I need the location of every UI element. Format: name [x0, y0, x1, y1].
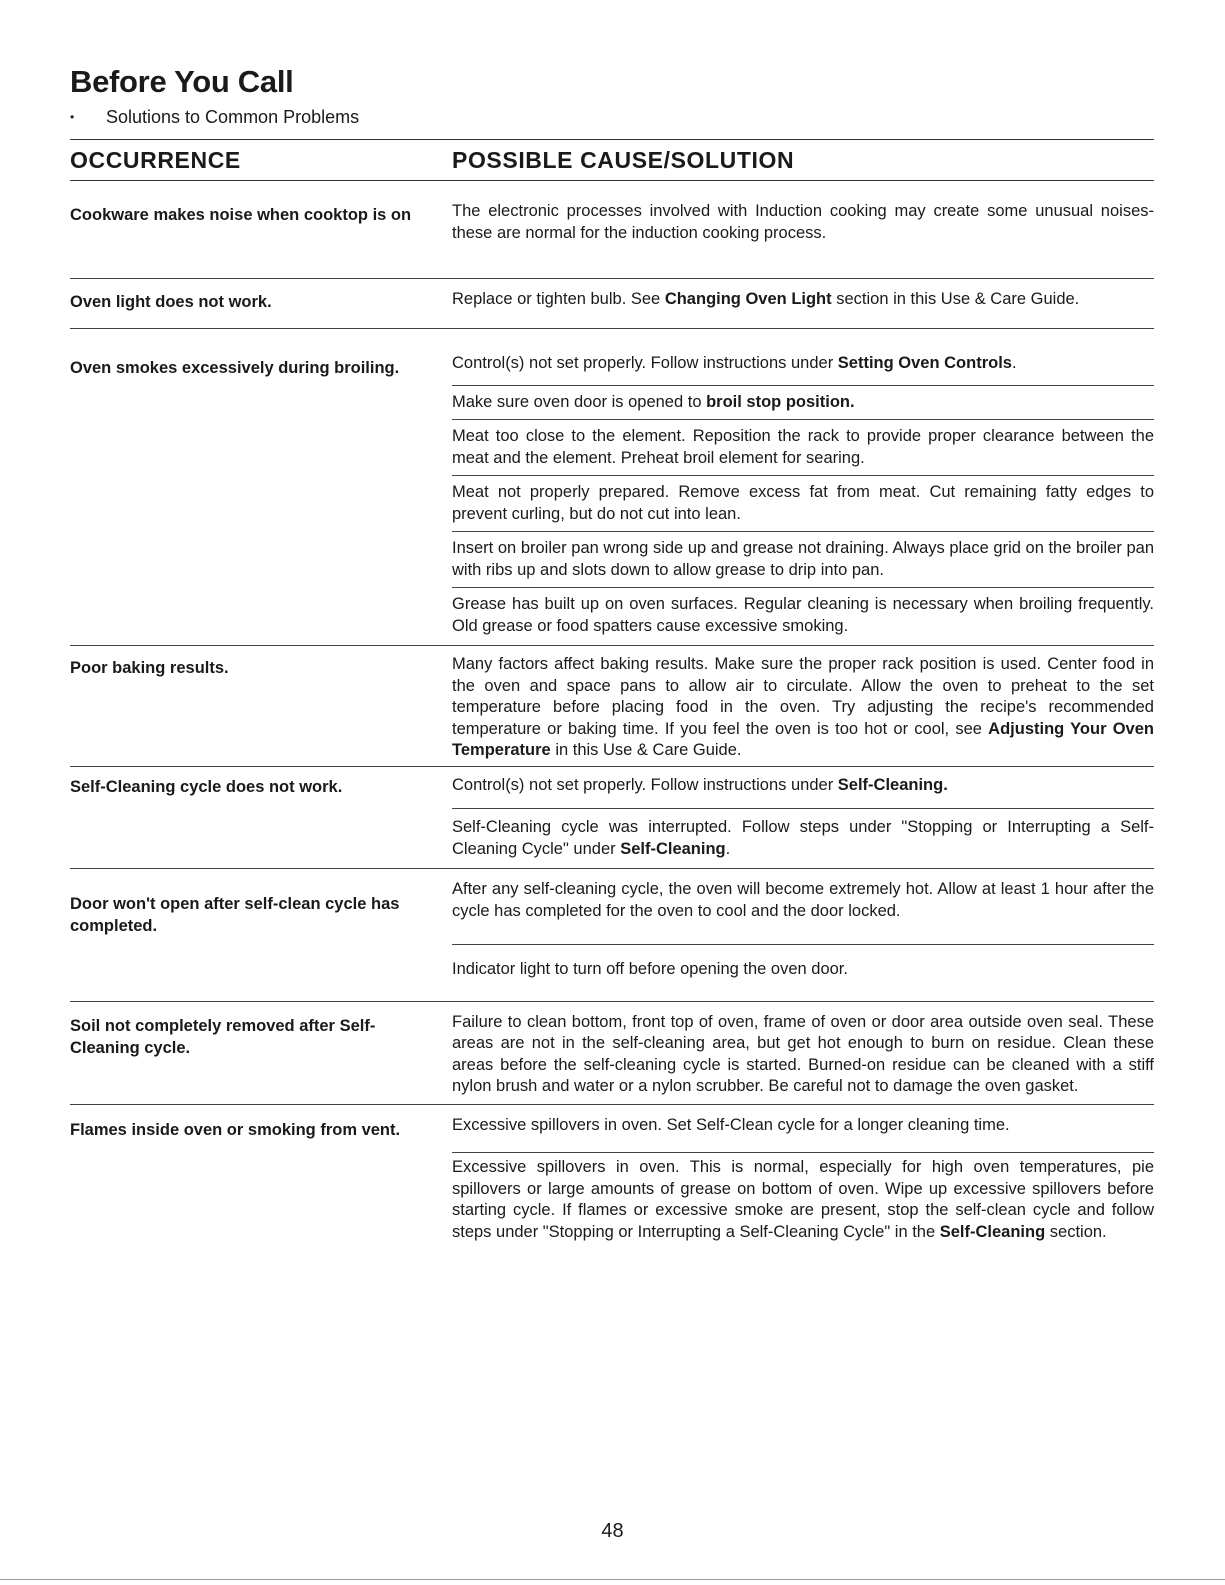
solution-paragraph [452, 419, 1154, 475]
solution-text: Excessive spillovers in oven. This is normal, especially for high oven temperatures, pie spillovers or large amounts of grease on bottom of oven. Wipe up excessive spillovers before starting cycle. If flames or excessive smoke are present, stop the self-clean cycle and follow steps under "Stopping or Interrupting a Self-Cleaning Cycle" in the [452, 1158, 1154, 1241]
solution-text: section in this Use & Care Guide. [831, 290, 1080, 308]
table-row [70, 279, 1154, 329]
page-title: Before You Call [70, 64, 294, 99]
occurrence-cell: Cookware makes noise when cooktop is on [70, 206, 412, 224]
page-bottom-edge [0, 1579, 1225, 1580]
solution-reference: Changing Oven Light [664, 290, 832, 308]
table-row [70, 1105, 1154, 1244]
solutions-cell [452, 1012, 1154, 1098]
table-row [70, 181, 1154, 279]
table-header [70, 140, 1154, 181]
solution-text: After any self-cleaning cycle, the oven will become extremely hot. Allow at least 1 hour after the cycle has completed for the oven to cool and the door locked. [452, 880, 1154, 920]
solutions-cell [452, 775, 1154, 865]
solution-reference: Self-Cleaning [939, 1222, 1046, 1241]
solution-text: Self-Cleaning cycle was interrupted. Follow steps under "Stopping or Interrupting a Self-Cleaning Cycle" under [452, 818, 1154, 858]
page-subtitle [70, 105, 1154, 129]
solution-paragraph [452, 289, 1154, 311]
solution-reference: Setting Oven Controls [837, 354, 1012, 372]
solutions-cell [452, 654, 1154, 762]
solutions-cell [452, 201, 1154, 244]
table-row [70, 646, 1154, 767]
solution-reference: Self-Cleaning [620, 839, 726, 858]
occurrence-cell: Oven smokes excessively during broiling. [70, 359, 400, 377]
solutions-cell [452, 1115, 1154, 1244]
solution-text: section. [1045, 1222, 1107, 1241]
solution-paragraph [452, 1012, 1154, 1098]
column-header-solution: POSSIBLE CAUSE/SOLUTION [452, 146, 795, 173]
occurrence-cell: Door won't open after self-clean cycle has completed. [70, 895, 400, 935]
solution-text: Make sure oven door is opened to [452, 392, 707, 411]
solution-paragraph [452, 808, 1154, 864]
solution-paragraph [452, 475, 1154, 531]
occurrence-cell: Oven light does not work. [70, 293, 272, 311]
solution-paragraph [452, 587, 1154, 645]
occurrence-cell: Flames inside oven or smoking from vent. [70, 1120, 401, 1139]
solution-paragraph [452, 1152, 1154, 1243]
solution-text: Meat not properly prepared. Remove excess fat from meat. Cut remaining fatty edges to prevent curling, but do not cut into lean. [452, 483, 1154, 523]
solution-paragraph [452, 531, 1154, 587]
solution-paragraph [452, 201, 1154, 244]
solution-text: Control(s) not set properly. Follow instructions under [452, 354, 838, 372]
table-row [70, 869, 1154, 1002]
solution-paragraph [452, 879, 1154, 944]
solutions-cell [452, 289, 1154, 313]
solutions-cell [452, 879, 1154, 981]
solution-paragraph [452, 775, 1154, 809]
solution-text: Meat too close to the element. Reposition the rack to provide proper clearance between the meat and the element. Preheat broil element for searing. [452, 427, 1154, 467]
column-header-occurrence: OCCURRENCE [70, 146, 241, 173]
solution-text: The electronic processes involved with Induction cooking may create some unusual noises-these are normal for the induction cooking process. [452, 202, 1154, 242]
solution-text: Many factors affect baking results. Make sure the proper rack position is used. Center food in the oven and space pans to allow air to circulate. Allow the oven to preheat to the set temperature before placing food in the oven. Try adjusting the recipe's recommended temperature or baking time. If you feel the oven is too hot or cool, see [452, 655, 1154, 738]
occurrence-cell: Self-Cleaning cycle does not work. [70, 777, 343, 796]
solution-paragraph [452, 1115, 1154, 1153]
solution-text: . [725, 839, 731, 858]
solution-reference: broil stop position. [706, 392, 855, 411]
solution-text: in this Use & Care Guide. [550, 741, 742, 759]
solution-paragraph [452, 353, 1154, 385]
solutions-cell [452, 353, 1154, 645]
table-row [70, 1002, 1154, 1105]
solution-text: . [1011, 354, 1017, 372]
solution-text: Grease has built up on oven surfaces. Regular cleaning is necessary when broiling frequently. Old grease or food spatters cause excessive smoking. [452, 595, 1154, 635]
occurrence-cell: Soil not completely removed after Self-Cleaning cycle. [70, 1016, 376, 1057]
page [70, 64, 1154, 1243]
solution-text: Control(s) not set properly. Follow instructions under [452, 775, 838, 794]
troubleshooting-table [70, 181, 1154, 1243]
solution-text: Failure to clean bottom, front top of oven, frame of oven or door area outside oven seal. These areas are not in the self-cleaning area, but get hot enough to burn on residue. Clean these areas before the self-cleaning cycle is started. Burned-on residue can be cleaned with a stiff nylon brush and water or a nylon scrubber. Be careful not to damage the oven gasket. [452, 1012, 1154, 1095]
occurrence-cell: Poor baking results. [70, 659, 229, 677]
solution-paragraph [452, 654, 1154, 762]
table-row [70, 329, 1154, 646]
page-number: 48 [601, 1520, 624, 1542]
solution-paragraph [452, 385, 1154, 420]
solution-paragraph [452, 944, 1154, 981]
table-row [70, 767, 1154, 870]
bullet-icon: • [70, 110, 75, 124]
solution-reference: Self-Cleaning. [837, 775, 948, 794]
solution-text: Replace or tighten bulb. See [452, 290, 665, 308]
subtitle-text: Solutions to Common Problems [106, 107, 360, 127]
solution-text: Indicator light to turn off before opening the oven door. [452, 960, 848, 978]
solution-reference: Adjusting Your Oven Temperature [452, 719, 1154, 759]
solution-text: Excessive spillovers in oven. Set Self-Clean cycle for a longer cleaning time. [452, 1115, 1010, 1134]
solution-text: Insert on broiler pan wrong side up and grease not draining. Always place grid on the broiler pan with ribs up and slots down to allow grease to drip into pan. [452, 539, 1154, 579]
